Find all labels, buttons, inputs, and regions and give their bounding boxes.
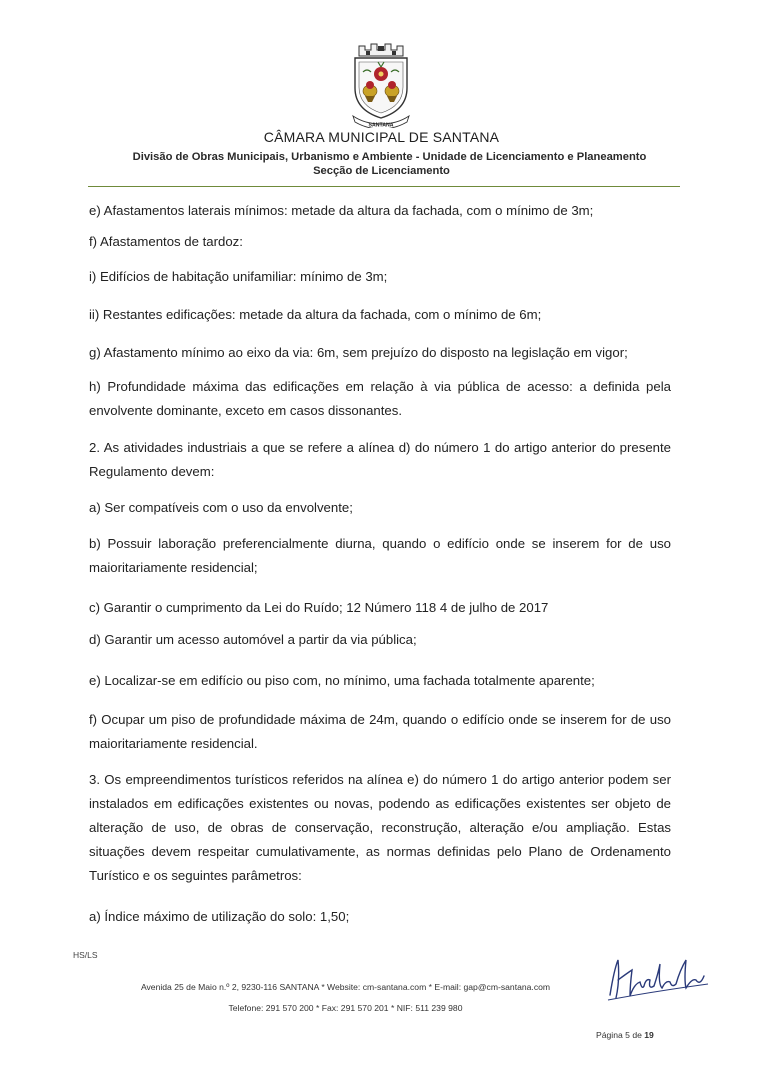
paragraph: a) Ser compatíveis com o uso da envolvente; (89, 500, 353, 515)
shield-icon (355, 58, 407, 118)
paragraph: 3. Os empreendimentos turísticos referidos na alínea e) do número 1 do artigo anterior podem ser instalados em edificações existentes ou novas, podendo as edificações existentes ser objeto de alteração de uso, de obras de conservação, reconstrução, alteração e/ou ampliação. Estas situações devem respeitar cumulativamente, as normas definidas pelo Plano de Ordenamento Turístico e os seguintes parâmetros: (89, 772, 671, 883)
paragraph: 2. As atividades industriais a que se refere a alínea d) do número 1 do artigo anterior do presente Regulamento devem: (89, 440, 671, 479)
paragraph: a) Índice máximo de utilização do solo: 1,50; (89, 909, 350, 924)
paragraph: b) Possuir laboração preferencialmente diurna, quando o edifício onde se inserem for de uso maioritariamente residencial; (89, 536, 671, 575)
page-current: 5 (625, 1030, 630, 1040)
paragraph: h) Profundidade máxima das edificações em relação à via pública de acesso: a definida pela envolvente dominante, exceto em casos dissonantes. (89, 379, 671, 418)
paragraph: ii) Restantes edificações: metade da altura da fachada, com o mínimo de 6m; (89, 307, 542, 322)
page-total: 19 (644, 1030, 654, 1040)
footer-address: Avenida 25 de Maio n.º 2, 9230-116 SANTANA * Website: cm-santana.com * E-mail: gap@cm-santana.com (140, 982, 551, 992)
paragraph: i) Edifícios de habitação unifamiliar: mínimo de 3m; (89, 269, 388, 284)
division-subtitle: Divisão de Obras Municipais, Urbanismo e Ambiente - Unidade de Licenciamento e Planeamento (132, 151, 647, 163)
paragraph: e) Localizar-se em edifício ou piso com, no mínimo, uma fachada totalmente aparente; (89, 673, 595, 688)
institution-title: CÂMARA MUNICIPAL DE SANTANA (263, 129, 500, 145)
page-prefix: Página (596, 1030, 623, 1040)
paragraph: c) Garantir o cumprimento da Lei do Ruído; 12 Número 118 4 de julho de 2017 (89, 600, 549, 615)
paragraph: f) Ocupar um piso de profundidade máxima de 24m, quando o edifício onde se inserem for de uso maioritariamente residencial. (89, 712, 671, 751)
paragraph: e) Afastamentos laterais mínimos: metade da altura da fachada, com o mínimo de 3m; (89, 203, 594, 218)
paragraph: d) Garantir um acesso automóvel a partir da via pública; (89, 632, 417, 647)
header-divider (88, 186, 680, 187)
crest-banner-text: SANTANA (368, 122, 394, 128)
footer-contacts: Telefone: 291 570 200 * Fax: 291 570 201 * NIF: 511 239 980 (228, 1003, 463, 1013)
paragraph: g) Afastamento mínimo ao eixo da via: 6m, sem prejuízo do disposto na legislação em vigor; (89, 345, 628, 360)
municipal-crest (341, 38, 421, 128)
mural-crown-icon (359, 44, 403, 56)
page-separator: de (632, 1030, 642, 1040)
author-initials: HS/LS (73, 950, 98, 960)
section-subtitle: Secção de Licenciamento (313, 165, 450, 177)
paragraph: f) Afastamentos de tardoz: (89, 234, 243, 249)
page-number (596, 1030, 654, 1040)
handwritten-signature (600, 940, 720, 1010)
